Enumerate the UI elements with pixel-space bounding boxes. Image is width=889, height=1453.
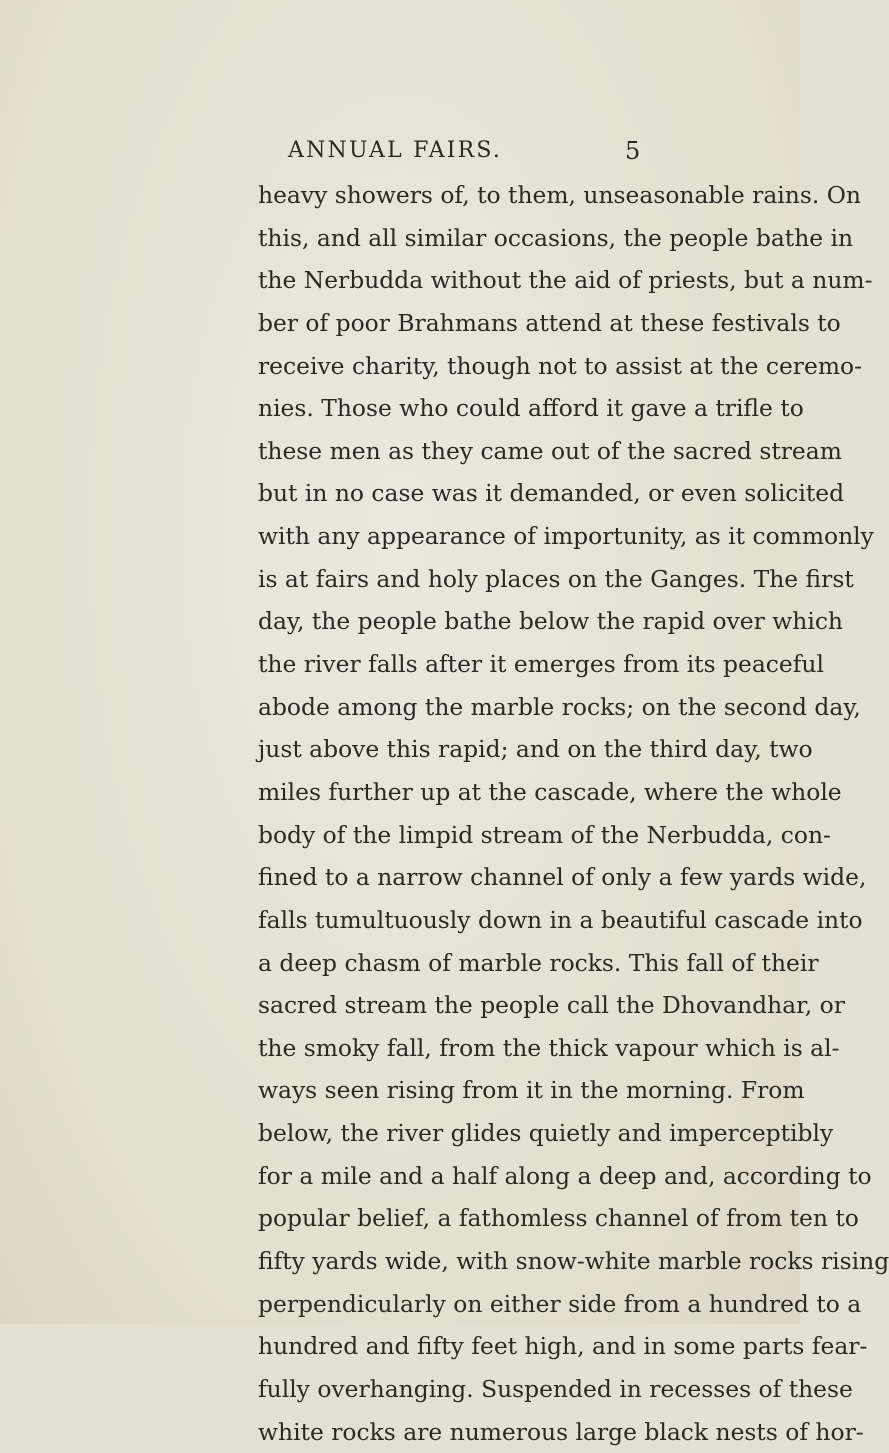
text-line: the river falls after it emerges from its peaceful — [258, 650, 824, 679]
text-line: the Nerbudda without the aid of priests, but a num- — [258, 266, 873, 295]
text-line: below, the river glides quietly and imperceptibly — [258, 1119, 834, 1148]
body-text — [258, 174, 889, 1453]
text-line: sacred stream the people call the Dhovandhar, or — [258, 991, 845, 1020]
text-line: fully overhanging. Suspended in recesses of these — [258, 1374, 853, 1403]
text-line: a deep chasm of marble rocks. This fall of their — [258, 948, 819, 977]
text-line: hundred and fifty feet high, and in some parts fear- — [258, 1332, 868, 1361]
text-line: day, the people bathe below the rapid over which — [258, 607, 843, 636]
text-line: for a mile and a half along a deep and, according to — [258, 1161, 872, 1190]
text-line: receive charity, though not to assist at the ceremo- — [258, 351, 862, 380]
page-number: 5 — [625, 137, 641, 165]
text-line: the smoky fall, from the thick vapour which is al- — [258, 1033, 840, 1062]
text-line: white rocks are numerous large black nests of hor- — [258, 1417, 864, 1446]
running-title: ANNUAL FAIRS. — [288, 138, 503, 163]
text-line: is at fairs and holy places on the Ganges. The first — [258, 564, 854, 593]
text-line: but in no case was it demanded, or even solicited — [258, 479, 845, 508]
text-line: just above this rapid; and on the third day, two — [258, 735, 813, 764]
text-line: perpendicularly on either side from a hundred to a — [258, 1289, 862, 1318]
text-line: ber of poor Brahmans attend at these festivals to — [258, 308, 841, 337]
text-line: fined to a narrow channel of only a few yards wide, — [258, 863, 867, 892]
text-line: heavy showers of, to them, unseasonable rains. On — [258, 181, 861, 209]
text-line: miles further up at the cascade, where the whole — [258, 777, 842, 806]
text-line: body of the limpid stream of the Nerbudda, con- — [258, 820, 831, 849]
text-line: falls tumultuously down in a beautiful cascade into — [258, 905, 863, 934]
text-line: abode among the marble rocks; on the second day, — [258, 692, 861, 721]
text-line: nies. Those who could afford it gave a trifle to — [258, 394, 804, 423]
text-line: fifty yards wide, with snow-white marble rocks rising — [258, 1247, 889, 1276]
text-line: these men as they came out of the sacred stream — [258, 436, 842, 465]
text-line: with any appearance of importunity, as it commonly — [258, 522, 874, 551]
text-line: this, and all similar occasions, the people bathe in — [258, 223, 854, 252]
running-head — [0, 136, 800, 166]
text-line: ways seen rising from it in the morning. From — [258, 1076, 805, 1105]
text-line: popular belief, a fathomless channel of from ten to — [258, 1204, 859, 1233]
